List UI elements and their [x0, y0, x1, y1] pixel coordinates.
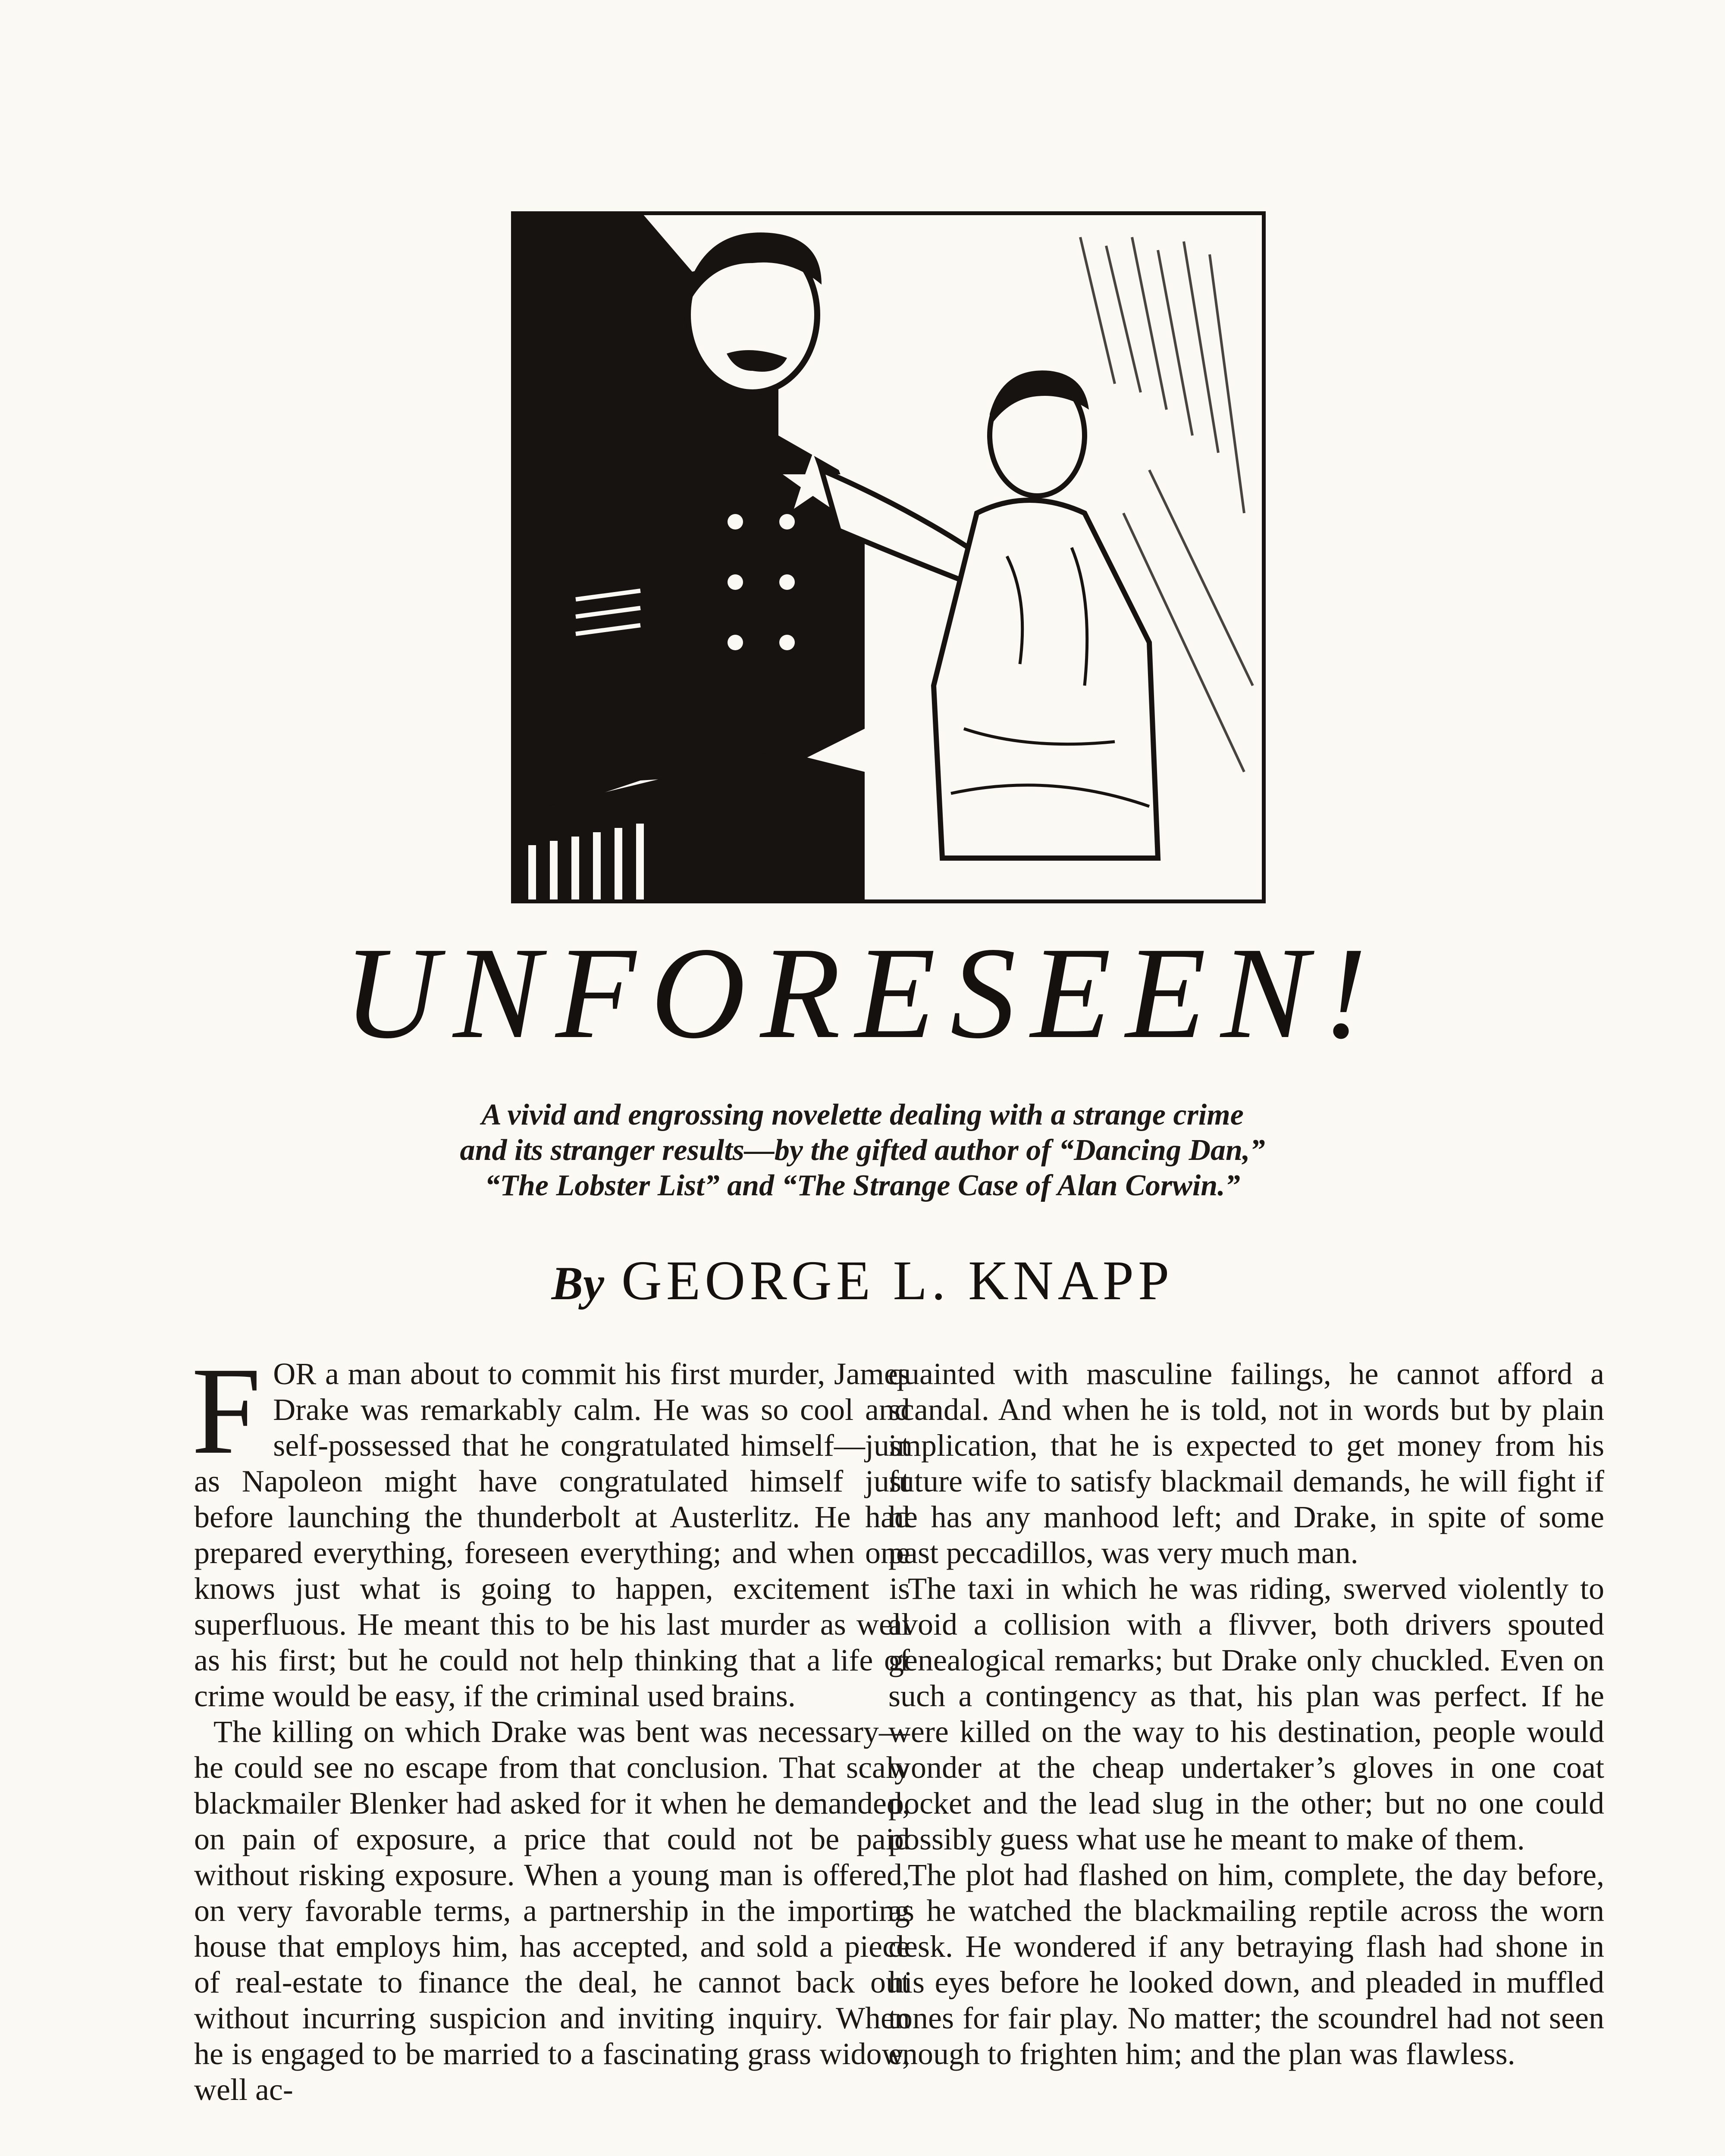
- deck-line: “The Lobster List” and “The Strange Case of Alan Corwin.”: [485, 1169, 1240, 1202]
- left-column: [191, 1341, 910, 2108]
- right-column: [888, 1356, 1604, 2072]
- byline-author: GEORGE L. KNAPP: [621, 1250, 1174, 1312]
- byline: [0, 1248, 1725, 1313]
- paragraph: The plot had flashed on him, complete, the day before, as he watched the blackmailing reptile across the worn desk. He wondered if any betraying flash had shone in his eyes before he looked down, and pleaded in muffled tones for fair play. No matter; the scoundrel had not seen enough to frighten him; and the plan was flawless.: [888, 1858, 1604, 2071]
- paragraph: quainted with masculine failings, he cannot afford a scandal. And when he is told, not in words but by plain implication, that he is expected to get money from his future wife to satisfy blackmail demands, he will fight if he has any manhood left; and Drake, in spite of some past peccadillos, was very much man.: [888, 1357, 1604, 1570]
- drop-cap: F: [191, 1341, 261, 1480]
- captain-confronts-seated-man-illustration: [511, 211, 1266, 903]
- paragraph: The taxi in which he was riding, swerved violently to avoid a collision with a flivver, both drivers spouted genealogical remarks; but Drake only chuckled. Even on such a contingency as that, his plan was perfect. If he were killed on the way to his destination, people would wonder at the cheap undertaker’s gloves in one coat pocket and the lead slug in the other; but no one could possibly guess what use he meant to make of them.: [888, 1571, 1604, 1856]
- byline-by: By: [551, 1257, 604, 1310]
- paragraph-text: OR a man about to commit his first murder, James Drake was remarkably calm. He was so cool and self-possessed that he congratulated himself—just as Napoleon might have congratulated himself just before launching the thunderbolt at Austerlitz. He had prepared everything, foreseen everything; and when one knows just what is going to happen, excitement is superfluous. He meant this to be his last murder as well as his first; but he could not help thinking that a life of crime would be easy, if the criminal used brains.: [194, 1357, 910, 1713]
- paragraph: The killing on which Drake was bent was necessary—he could see no escape from that conclusion. That scaly blackmailer Blenker had asked for it when he demanded, on pain of exposure, a price that could not be paid without risking exposure. When a young man is offered, on very favorable terms, a partnership in the importing house that employs him, has accepted, and sold a piece of real-estate to finance the deal, he cannot back out without incurring suspicion and inviting inquiry. When he is engaged to be married to a fascinating grass widow, well ac-: [194, 1714, 910, 2107]
- story-deck: [302, 1097, 1423, 1203]
- story-title: UNFORESEEN!: [343, 920, 1382, 1065]
- paragraph: [191, 1341, 910, 1714]
- deck-line: and its stranger results—by the gifted author of “Dancing Dan,”: [460, 1134, 1265, 1167]
- deck-line: A vivid and engrossing novelette dealing with a strange crime: [481, 1098, 1244, 1131]
- story-illustration: [511, 211, 1266, 903]
